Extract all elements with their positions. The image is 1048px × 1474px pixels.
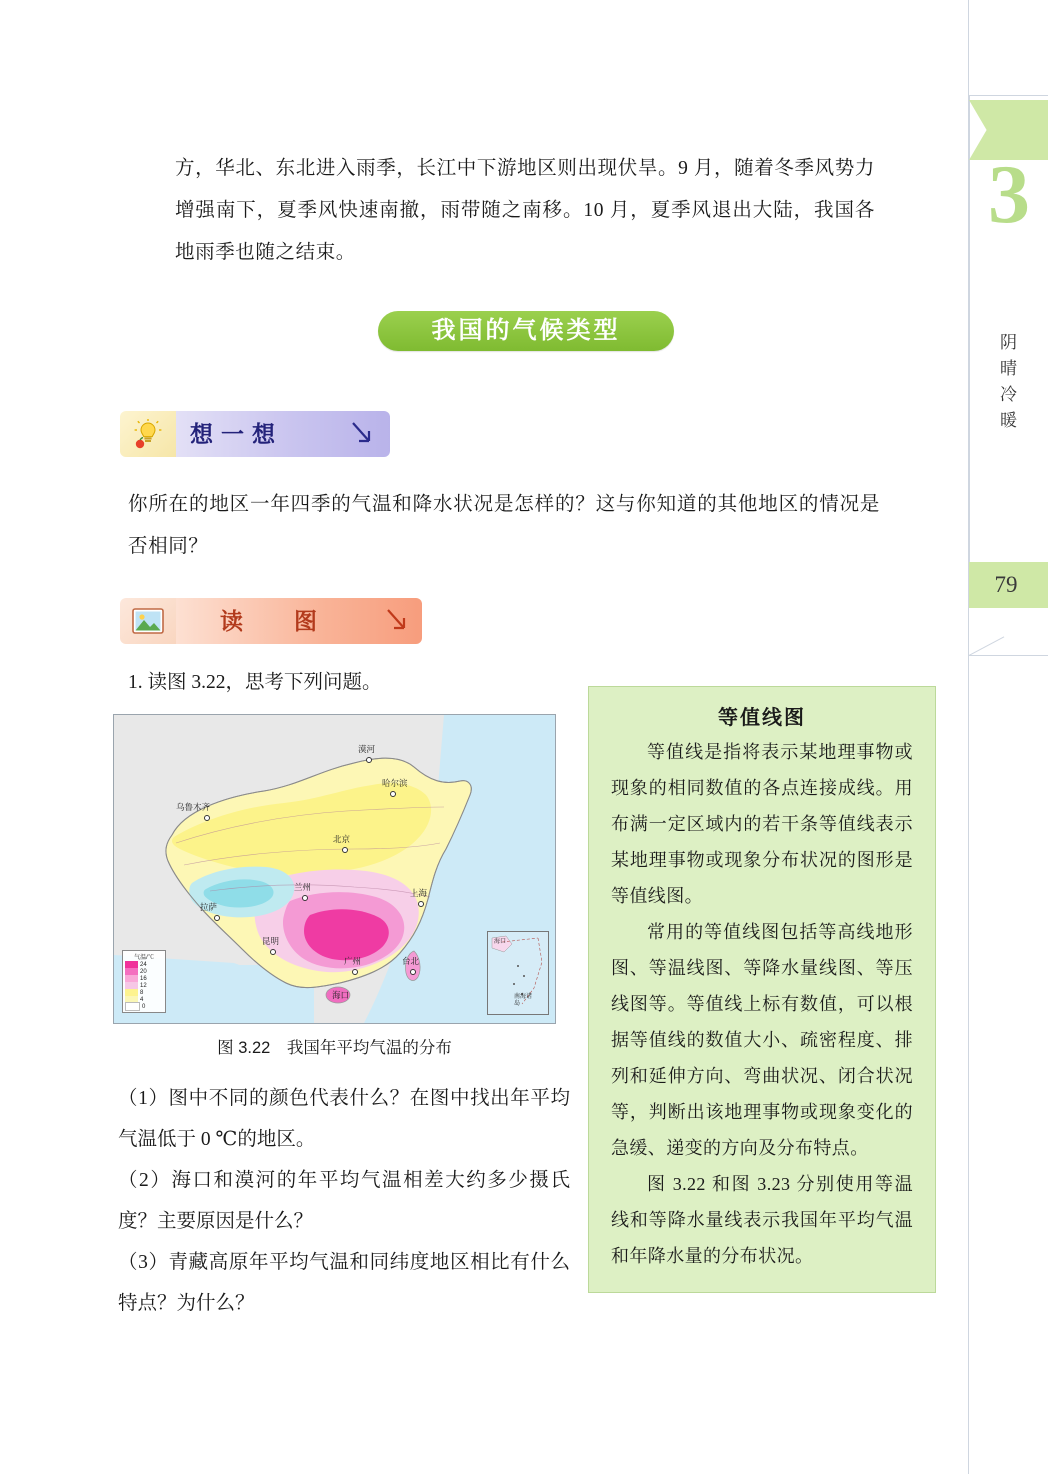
concept-paragraph-1: 等值线是指将表示某地理事物或现象的相同数值的各点连接成线。用布满一定区域内的若干条等值线表示某地理事物或现象分布状况的图形是等值线图。 — [611, 742, 913, 906]
chapter-title-char: 阴 — [1000, 333, 1018, 352]
legend-row — [125, 975, 163, 982]
map-label-guangzhou: 广州 — [344, 956, 362, 966]
activity-banner-read — [120, 598, 422, 644]
legend-row — [125, 989, 163, 996]
legend-value: 20 — [140, 968, 147, 975]
rail-divider — [969, 0, 970, 656]
map-dot — [366, 757, 372, 763]
legend-value: 16 — [140, 975, 147, 982]
side-rail — [968, 0, 1048, 1474]
map-dot — [214, 915, 220, 921]
map-dot — [342, 847, 348, 853]
chapter-title-char: 暖 — [1000, 411, 1018, 430]
map-label-shanghai: 上海 — [410, 888, 428, 898]
section-heading — [378, 311, 674, 351]
activity-banner-think — [120, 411, 390, 457]
read-question-3: （3）青藏高原年平均气温和同纬度地区相比有什么特点？为什么？ — [118, 1252, 570, 1314]
map-label-kunming: 昆明 — [262, 936, 280, 946]
chapter-number: 3 — [988, 148, 1030, 241]
chapter-title-char: 晴 — [1000, 359, 1018, 378]
activity-banner-label-think: 想一想 — [190, 421, 283, 447]
inset-label-haikou: 海口 — [494, 939, 507, 945]
legend-row — [125, 1003, 163, 1010]
chapter-title-vertical — [969, 330, 1048, 434]
read-questions — [118, 1078, 570, 1324]
legend-row — [125, 982, 163, 989]
read-question-2: （2）海口和漠河的年平均气温相差大约多少摄氏度？主要原因是什么？ — [118, 1170, 570, 1232]
map-label-taipei: 台北 — [402, 956, 420, 966]
map-dot — [204, 815, 210, 821]
rail-top-band — [969, 0, 1048, 96]
picture-icon — [120, 598, 176, 644]
legend-value: 4 — [140, 996, 144, 1003]
down-right-arrow-icon — [345, 417, 379, 451]
concept-paragraph-3: 图 3.22 和图 3.23 分别使用等温线和等降水量线表示我国年平均气温和年降水量的分布状况。 — [611, 1174, 913, 1266]
legend-value: 8 — [140, 989, 144, 996]
activity-banner-label-read: 读 图 — [220, 608, 331, 634]
map-label-lanzhou: 兰州 — [294, 882, 312, 892]
read-intro-line: 1. 读图 3.22，思考下列问题。 — [128, 672, 382, 693]
think-paragraph: 你所在的地区一年四季的气温和降水状况是怎样的？这与你知道的其他地区的情况是否相同？ — [128, 494, 880, 557]
legend-row — [125, 961, 163, 968]
legend-value: 24 — [140, 961, 147, 968]
map-dot — [270, 949, 276, 955]
map-label-lhasa: 拉萨 — [200, 902, 218, 912]
map-label-beijing: 北京 — [333, 834, 351, 844]
map-legend — [122, 950, 166, 1013]
map-label-harbin: 哈尔滨 — [382, 778, 408, 788]
read-question-1: （1）图中不同的颜色代表什么？在图中找出年平均气温低于 0 ℃的地区。 — [118, 1088, 570, 1150]
legend-title: 气温/℃ — [134, 955, 154, 961]
map-dot — [352, 969, 358, 975]
figure-caption: 图 3.22 我国年平均气温的分布 — [217, 1039, 452, 1057]
lightbulb-icon — [120, 411, 176, 457]
section-heading-label: 我国的气候类型 — [431, 317, 621, 344]
map-dot — [410, 969, 416, 975]
map-inset-south-china-sea — [487, 931, 549, 1015]
concept-paragraph-2: 常用的等值线图包括等高线地形图、等温线图、等降水量线图、等压线图等。等值线上标有数值，可以根据等值线的数值大小、疏密程度、排列和延伸方向、弯曲状况、闭合状况等，判断出该地理事物或现象变化的急缓、递变的方向及分布特点。 — [611, 922, 913, 1158]
legend-value: 12 — [140, 982, 147, 989]
concept-box — [588, 686, 936, 1293]
chapter-title-char: 冷 — [1000, 385, 1018, 404]
map-dot — [418, 901, 424, 907]
map-dot — [302, 895, 308, 901]
map-figure — [113, 714, 556, 1024]
concept-box-title: 等值线图 — [718, 707, 806, 729]
page-number: 79 — [994, 572, 1018, 597]
down-right-arrow-icon — [380, 604, 414, 638]
map-label-haikou: 海口 — [332, 990, 350, 1000]
rail-corner — [969, 608, 1048, 656]
map-dot — [390, 791, 396, 797]
legend-row — [125, 968, 163, 975]
map-label-urumqi: 乌鲁木齐 — [176, 802, 211, 812]
legend-value: 0 — [142, 1003, 146, 1010]
intro-paragraph: 方，华北、东北进入雨季，长江中下游地区则出现伏旱。9 月，随着冬季风势力增强南下，夏季风快速南撤，雨带随之南移。10 月，夏季风退出大陆，我国各地雨季也随之结束。 — [175, 158, 875, 263]
map-label-mohe: 漠河 — [358, 744, 376, 754]
inset-label-nanhai: 南海诸岛 — [514, 994, 533, 1007]
